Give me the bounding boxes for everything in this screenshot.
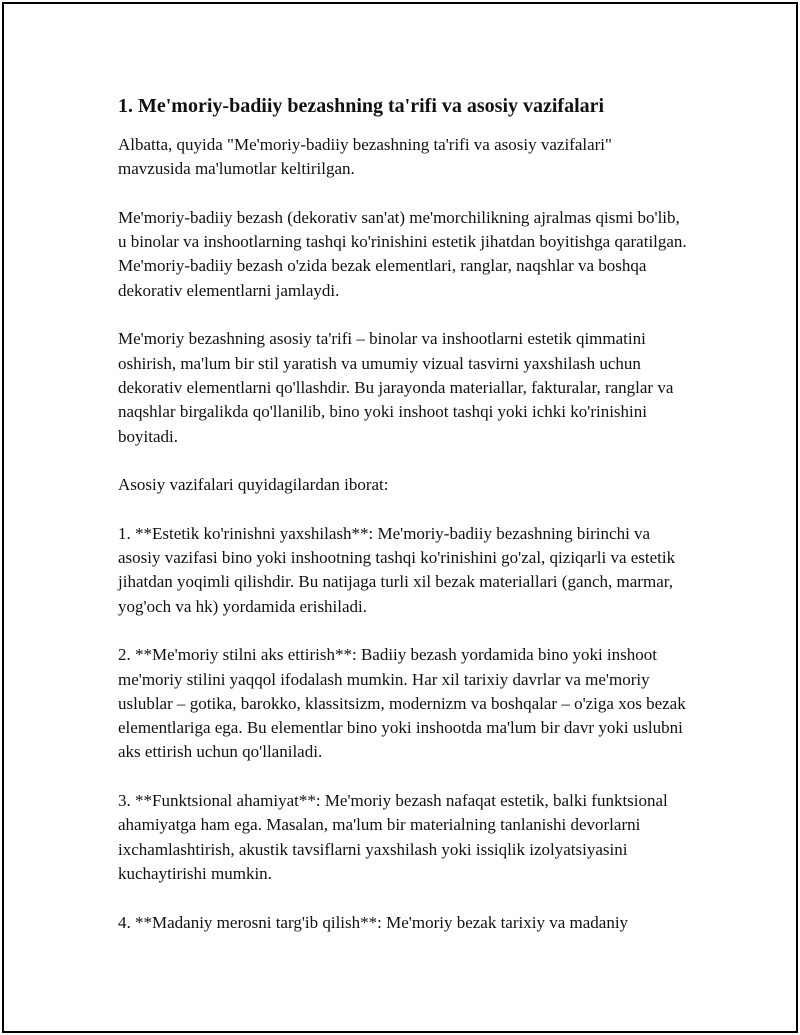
definition-paragraph: Me'moriy-badiiy bezash (dekorativ san'at) me'morchilikning ajralmas qismi bo'lib, u binolar va inshootlarning tashqi ko'rinishini estetik jihatdan boyitishga qaratilgan. Me'moriy-badiiy bezash o'zida bezak elementlari, ranglar, naqshlar va boshqa dekorativ elementlarni jamlaydi. [118,207,687,300]
document-title: 1. Me'moriy-badiiy bezashning ta'rifi va asosiy vazifalari [118,95,605,117]
tasks-intro-paragraph: Asosiy vazifalari quyidagilardan iborat: [118,475,389,495]
task-item-4: 4. **Madaniy merosni targ'ib qilish**: Me'moriy bezak tarixiy va madaniy [118,912,629,932]
task-item-3: 3. **Funktsional ahamiyat**: Me'moriy bezash nafaqat estetik, balki funktsional ahamiyatga ham ega. Masalan, ma'lum bir materialning tanlanishi devorlarni ixchamlashtirish, akustik tavsiflarni yaxshilash yoki issiqlik izolyatsiyasini kuchaytirishi mumkin. [118,791,668,883]
task-item-2: 2. **Me'moriy stilni aks ettirish**: Badiiy bezash yordamida bino yoki inshoot me'moriy stilini yaqqol ifodalash mumkin. Har xil tarixiy davrlar va me'moriy uslublar – gotika, barokko, klassitsizm, modernizm va boshqalar – o'ziga xos bezak elementlariga ega. Bu elementlar bino yoki inshootda ma'lum bir davr yoki uslubni aks ettirish uchun qo'llaniladi. [118,645,686,762]
document-body [118,94,688,959]
intro-paragraph: Albatta, quyida "Me'moriy-badiiy bezashning ta'rifi va asosiy vazifalari" mavzusida ma'lumotlar keltirilgan. [118,135,612,179]
task-item-1: 1. **Estetik ko'rinishni yaxshilash**: Me'moriy-badiiy bezashning birinchi va asosiy vazifasi bino yoki inshootning tashqi ko'rinishini go'zal, qiziqarli va estetik jihatdan yoqimli qilishdir. Bu natijaga turli xil bezak materiallari (ganch, marmar, yog'och va hk) yordamida erishiladi. [118,523,676,616]
main-definition-paragraph: Me'moriy bezashning asosiy ta'rifi – binolar va inshootlarni estetik qimmatini oshirish, ma'lum bir stil yaratish va umumiy vizual tasvirni yaxshilash uchun dekorativ elementlarni qo'llashdir. Bu jarayonda materiallar, fakturalar, ranglar va naqshlar birgalikda qo'llanilib, bino yoki inshoot tashqi yoki ichki ko'rinishini boyitadi. [118,329,674,446]
